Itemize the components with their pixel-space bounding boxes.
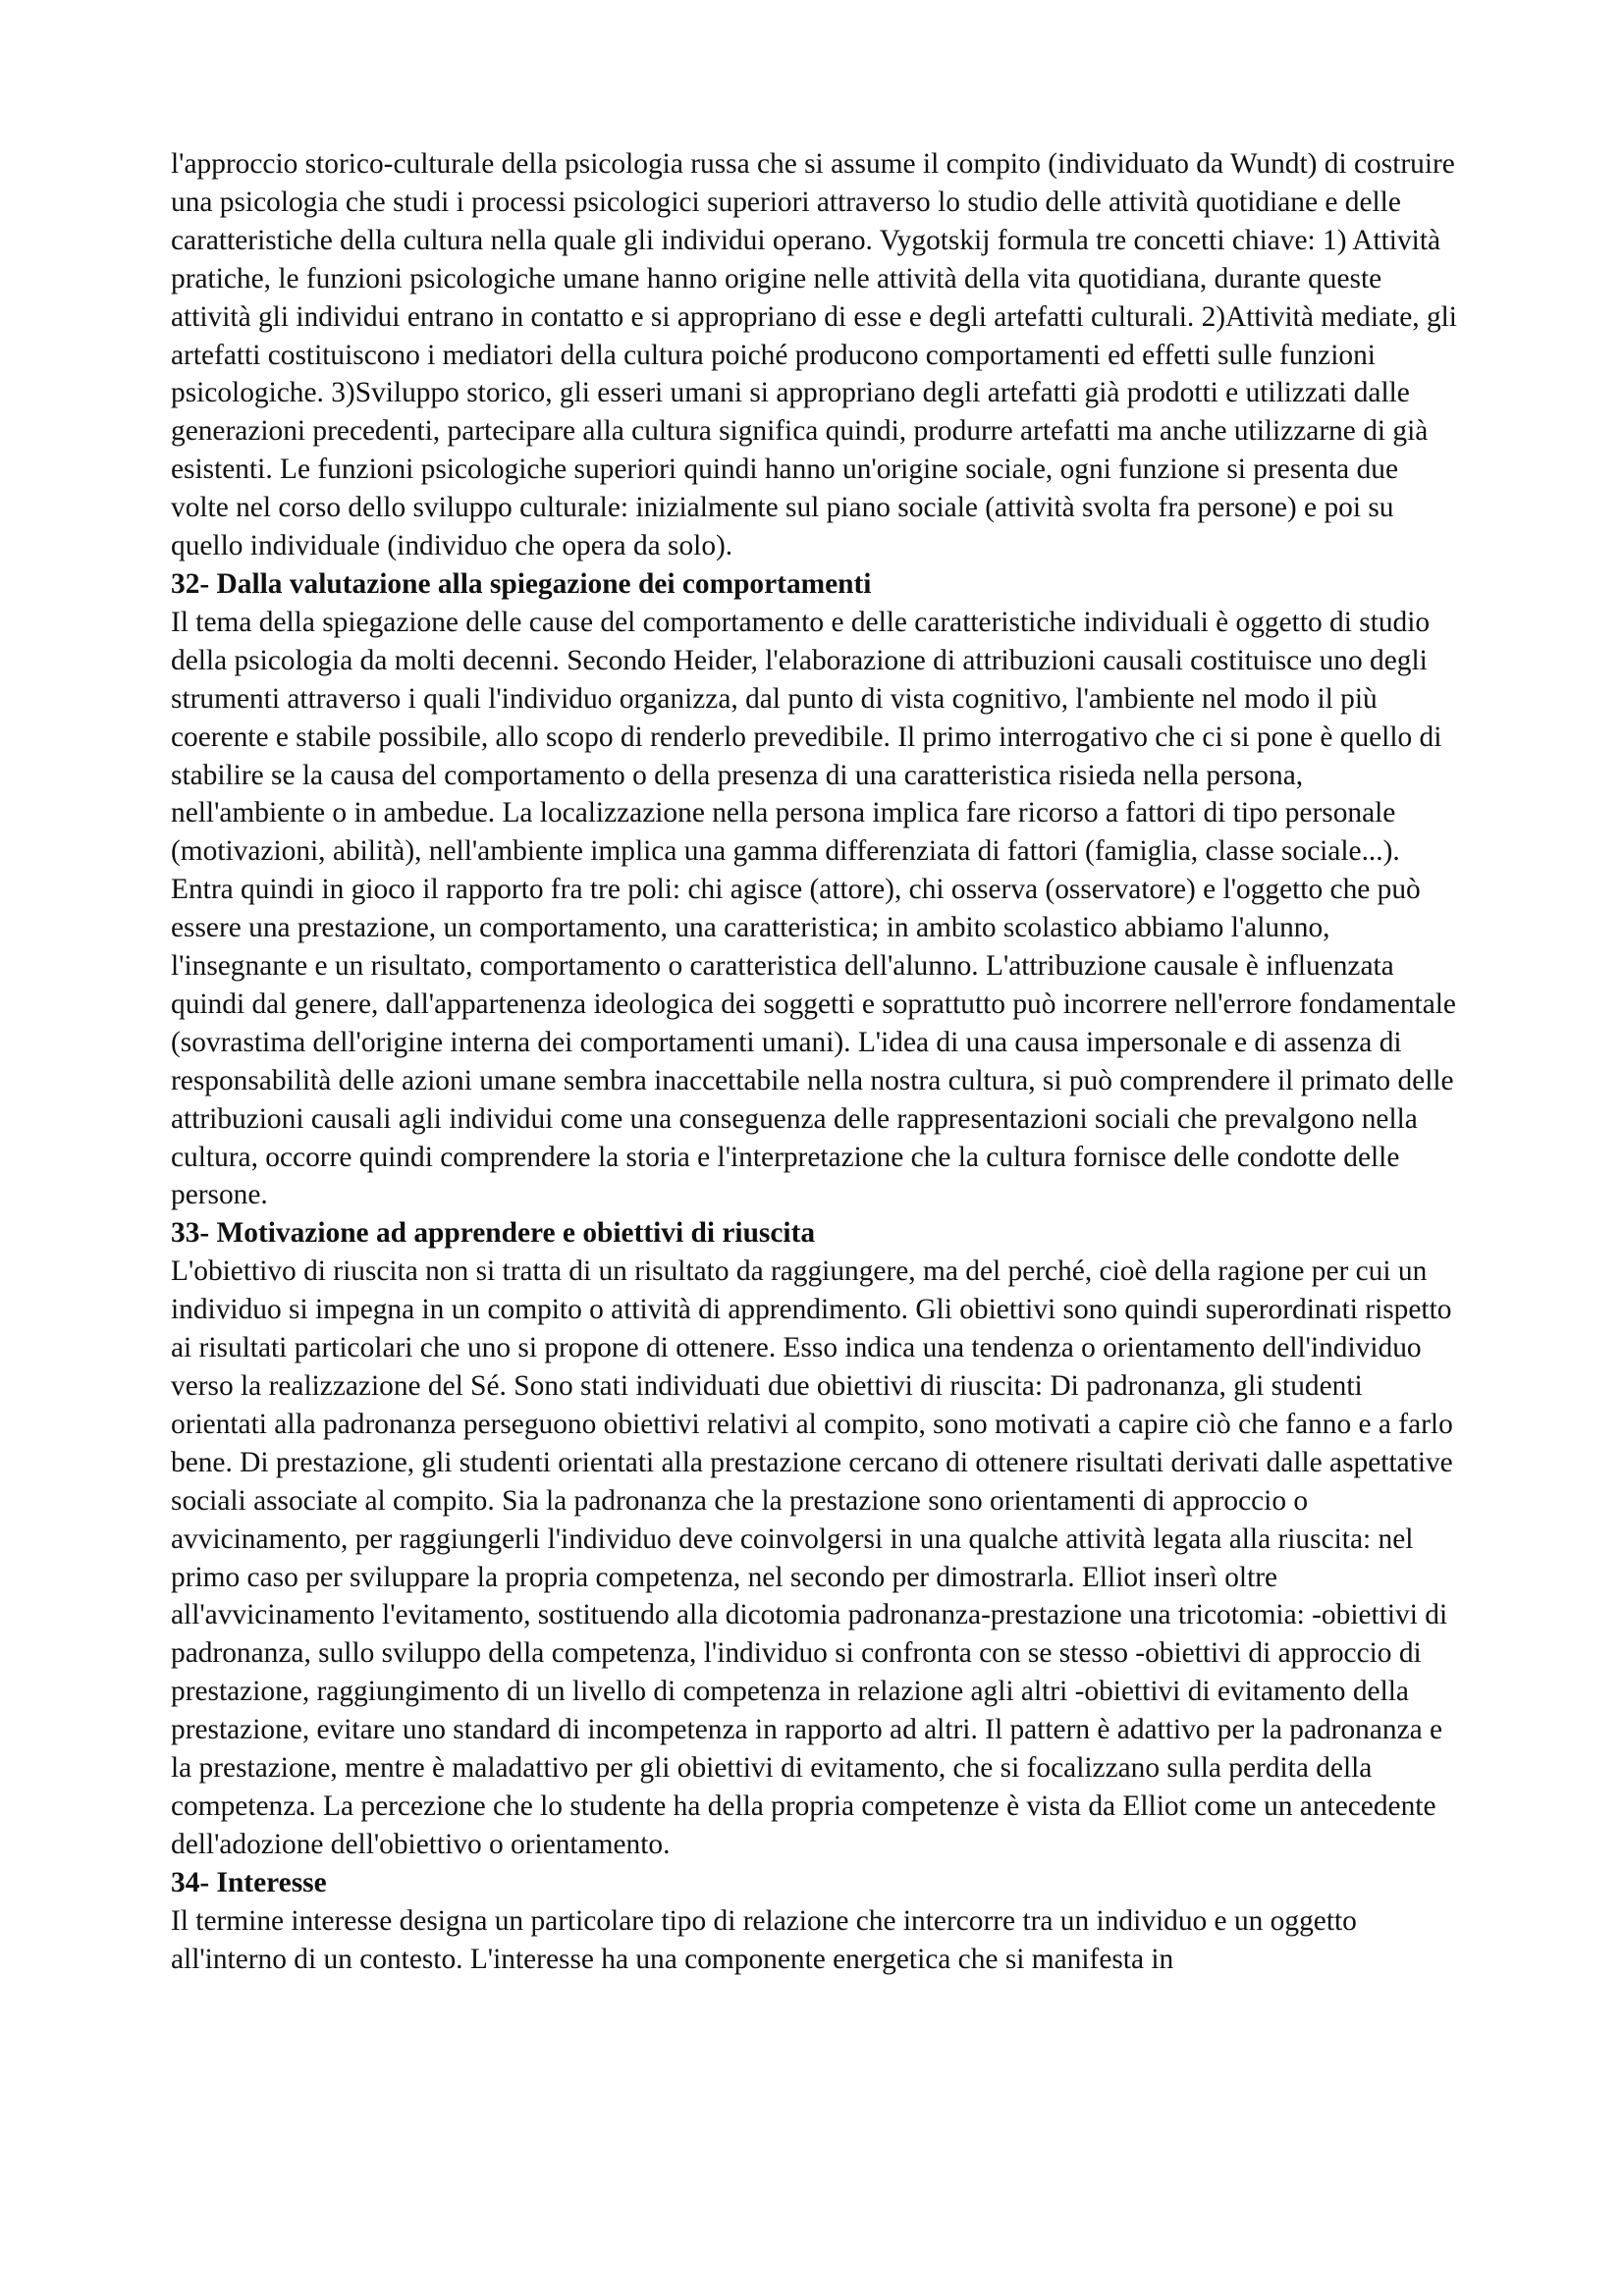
document-body bbox=[171, 145, 1459, 1979]
section-33-paragraph: L'obiettivo di riuscita non si tratta di un risultato da raggiungere, ma del perché, cioè della ragione per cui un individuo si impegna in un compito o attività di apprendimento. Gli obiettivi sono quindi superordinati rispetto ai risultati particolari che uno si propone di ottenere. Esso indica una tendenza o orientamento dell'individuo verso la realizzazione del Sé. Sono stati individuati due obiettivi di riuscita: Di padronanza, gli studenti orientati alla padronanza perseguono obiettivi relativi al compito, sono motivati a capire ciò che fanno e a farlo bene. Di prestazione, gli studenti orientati alla prestazione cercano di ottenere risultati derivati dalle aspettative sociali associate al compito. Sia la padronanza che la prestazione sono orientamenti di approccio o avvicinamento, per raggiungerli l'individuo deve coinvolgersi in una qualche attività legata alla riuscita: nel primo caso per sviluppare la propria competenza, nel secondo per dimostrarla. Elliot inserì oltre all'avvicinamento l'evitamento, sostituendo alla dicotomia padronanza-prestazione una tricotomia: -obiettivi di padronanza, sullo sviluppo della competenza, l'individuo si confronta con se stesso -obiettivi di approccio di prestazione, raggiungimento di un livello di competenza in relazione agli altri -obiettivi di evitamento della prestazione, evitare uno standard di incompetenza in rapporto ad altri. Il pattern è adattivo per la padronanza e la prestazione, mentre è maladattivo per gli obiettivi di evitamento, che si focalizzano sulla perdita della competenza. La percezione che lo studente ha della propria competenze è vista da Elliot come un antecedente dell'adozione dell'obiettivo o orientamento. bbox=[171, 1255, 1453, 1860]
section-32-paragraph: Il tema della spiegazione delle cause del comportamento e delle caratteristiche individuali è oggetto di studio della psicologia da molti decenni. Secondo Heider, l'elaborazione di attribuzioni causali costituisce uno degli strumenti attraverso i quali l'individuo organizza, dal punto di vista cognitivo, l'ambiente nel modo il più coerente e stabile possibile, allo scopo di renderlo prevedibile. Il primo interrogativo che ci si pone è quello di stabilire se la causa del comportamento o della presenza di una caratteristica risieda nella persona, nell'ambiente o in ambedue. La localizzazione nella persona implica fare ricorso a fattori di tipo personale (motivazioni, abilità), nell'ambiente implica una gamma differenziata di fattori (famiglia, classe sociale...). Entra quindi in gioco il rapporto fra tre poli: chi agisce (attore), chi osserva (osservatore) e l'oggetto che può essere una prestazione, un comportamento, una caratteristica; in ambito scolastico abbiamo l'alunno, l'insegnante e un risultato, comportamento o caratteristica dell'alunno. L'attribuzione causale è influenzata quindi dal genere, dall'appartenenza ideologica dei soggetti e soprattutto può incorrere nell'errore fondamentale (sovrastima dell'origine interna dei comportamenti umani). L'idea di una causa impersonale e di assenza di responsabilità delle azioni umane sembra inaccettabile nella nostra cultura, si può comprendere il primato delle attribuzioni causali agli individui come una conseguenza delle rappresentazioni sociali che prevalgono nella cultura, occorre quindi comprendere la storia e l'interpretazione che la cultura fornisce delle condotte delle persone. bbox=[171, 606, 1456, 1211]
section-31-continuation-paragraph: l'approccio storico-culturale della psicologia russa che si assume il compito (individuato da Wundt) di costruire una psicologia che studi i processi psicologici superiori attraverso lo studio delle attività quotidiane e delle caratteristiche della cultura nella quale gli individui operano. Vygotskij formula tre concetti chiave: 1) Attività pratiche, le funzioni psicologiche umane hanno origine nelle attività della vita quotidiana, durante queste attività gli individui entrano in contatto e si appropriano di esse e degli artefatti culturali. 2)Attività mediate, gli artefatti costituiscono i mediatori della cultura poiché producono comportamenti ed effetti sulle funzioni psicologiche. 3)Sviluppo storico, gli esseri umani si appropriano degli artefatti già prodotti e utilizzati dalle generazioni precedenti, partecipare alla cultura significa quindi, produrre artefatti ma anche utilizzarne di già esistenti. Le funzioni psicologiche superiori quindi hanno un'origine sociale, ogni funzione si presenta due volte nel corso dello sviluppo culturale: inizialmente sul piano sociale (attività svolta fra persone) e poi su quello individuale (individuo che opera da solo). bbox=[171, 148, 1457, 562]
section-32-heading: 32- Dalla valutazione alla spiegazione dei comportamenti bbox=[171, 567, 872, 600]
section-33-heading: 33- Motivazione ad apprendere e obiettivi di riuscita bbox=[171, 1217, 816, 1250]
section-34-heading: 34- Interesse bbox=[171, 1866, 327, 1898]
section-34-paragraph: Il termine interesse designa un particolare tipo di relazione che intercorre tra un individuo e un oggetto all'interno di un contesto. L'interesse ha una componente energetica che si manifesta in bbox=[171, 1904, 1357, 1975]
